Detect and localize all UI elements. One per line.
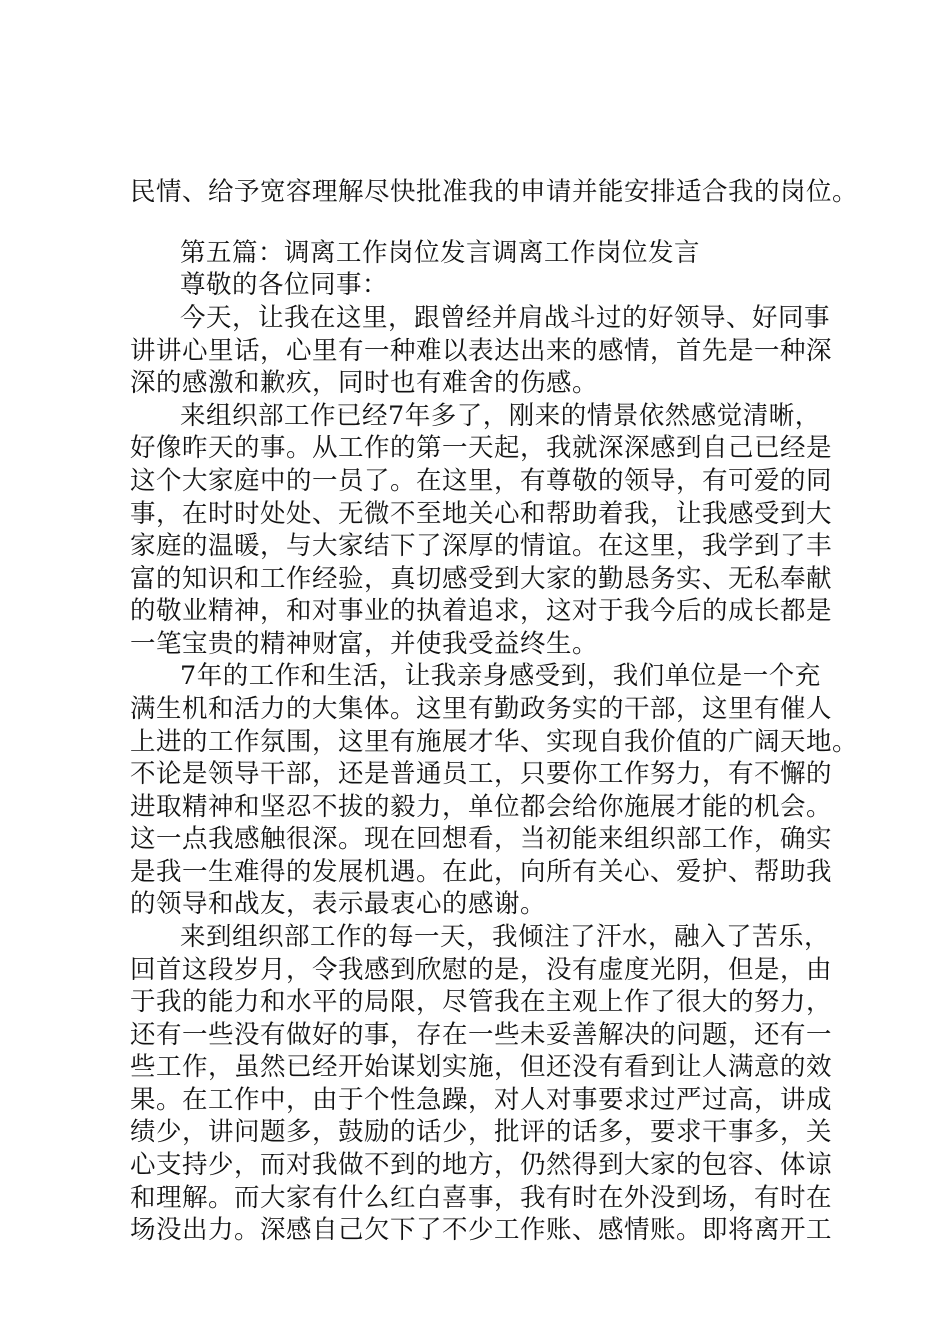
body-text-line: 果。在工作中，由于个性急躁，对人对事要求过严过高，讲成: [130, 1085, 833, 1115]
body-text-line: 来组织部工作已经7年多了，刚来的情景依然感觉清晰，: [180, 401, 821, 431]
body-text-line: 和理解。而大家有什么红白喜事，我有时在外没到场，有时在: [130, 1183, 833, 1213]
body-text-line: 7年的工作和生活，让我亲身感受到，我们单位是一个充: [180, 661, 821, 691]
body-text-line: 的领导和战友，表示最衷心的感谢。: [130, 889, 547, 919]
body-text-line: 不论是领导干部，还是普通员工，只要你工作努力，有不懈的: [130, 759, 833, 789]
body-text-line: 来到组织部工作的每一天，我倾注了汗水，融入了苦乐，: [180, 922, 831, 952]
body-text-line: 这一点我感触很深。现在回想看，当初能来组织部工作，确实: [130, 824, 833, 854]
body-text-line: 满生机和活力的大集体。这里有勤政务实的干部，这里有催人: [130, 694, 833, 724]
body-text-line: 的敬业精神，和对事业的执着追求，这对于我今后的成长都是: [130, 596, 833, 626]
body-text-line: 心支持少，而对我做不到的地方，仍然得到大家的包容、体谅: [130, 1150, 833, 1180]
body-text-line: 富的知识和工作经验，真切感受到大家的勤恳务实、无私奉献: [130, 564, 833, 594]
body-text-line: 是我一生难得的发展机遇。在此，向所有关心、爱护、帮助我: [130, 857, 833, 887]
body-text-line: 今天，让我在这里，跟曾经并肩战斗过的好领导、好同事: [180, 303, 831, 333]
body-text-line: 场没出力。深感自己欠下了不少工作账、感情账。即将离开工: [130, 1215, 833, 1245]
body-text-line: 一笔宝贵的精神财富，并使我受益终生。: [130, 629, 599, 659]
body-text-line: 事，在时时处处、无微不至地关心和帮助着我，让我感受到大: [130, 499, 833, 529]
body-text-line: 好像昨天的事。从工作的第一天起，我就深深感到自己已经是: [130, 433, 833, 463]
body-text-line: 回首这段岁月，令我感到欣慰的是，没有虚度光阴，但是，由: [130, 955, 833, 985]
body-text-line: 深的感激和歉疚，同时也有难舍的伤感。: [130, 368, 599, 398]
body-text-line: 这个大家庭中的一员了。在这里，有尊敬的领导，有可爱的同: [130, 466, 833, 496]
salutation: 尊敬的各位同事：: [180, 270, 389, 300]
body-text-line: 于我的能力和水平的局限，尽管我在主观上作了很大的努力，: [130, 987, 833, 1017]
body-text-line: 家庭的温暖，与大家结下了深厚的情谊。在这里，我学到了丰: [130, 531, 833, 561]
section-heading: 第五篇：调离工作岗位发言调离工作岗位发言: [180, 238, 701, 268]
body-text-line: 上进的工作氛围，这里有施展才华、实现自我价值的广阔天地。: [130, 727, 859, 757]
body-text-line: 进取精神和坚忍不拔的毅力，单位都会给你施展才能的机会。: [130, 792, 833, 822]
body-text-line: 还有一些没有做好的事，存在一些未妥善解决的问题，还有一: [130, 1020, 833, 1050]
body-text-line: 绩少，讲问题多，鼓励的话少，批评的话多，要求干事多，关: [130, 1117, 833, 1147]
body-text-line: 民情、给予宽容理解尽快批准我的申请并能安排适合我的岗位。: [130, 177, 859, 207]
body-text-line: 些工作，虽然已经开始谋划实施，但还没有看到让人满意的效: [130, 1052, 833, 1082]
body-text-line: 讲讲心里话，心里有一种难以表达出来的感情，首先是一种深: [130, 336, 833, 366]
